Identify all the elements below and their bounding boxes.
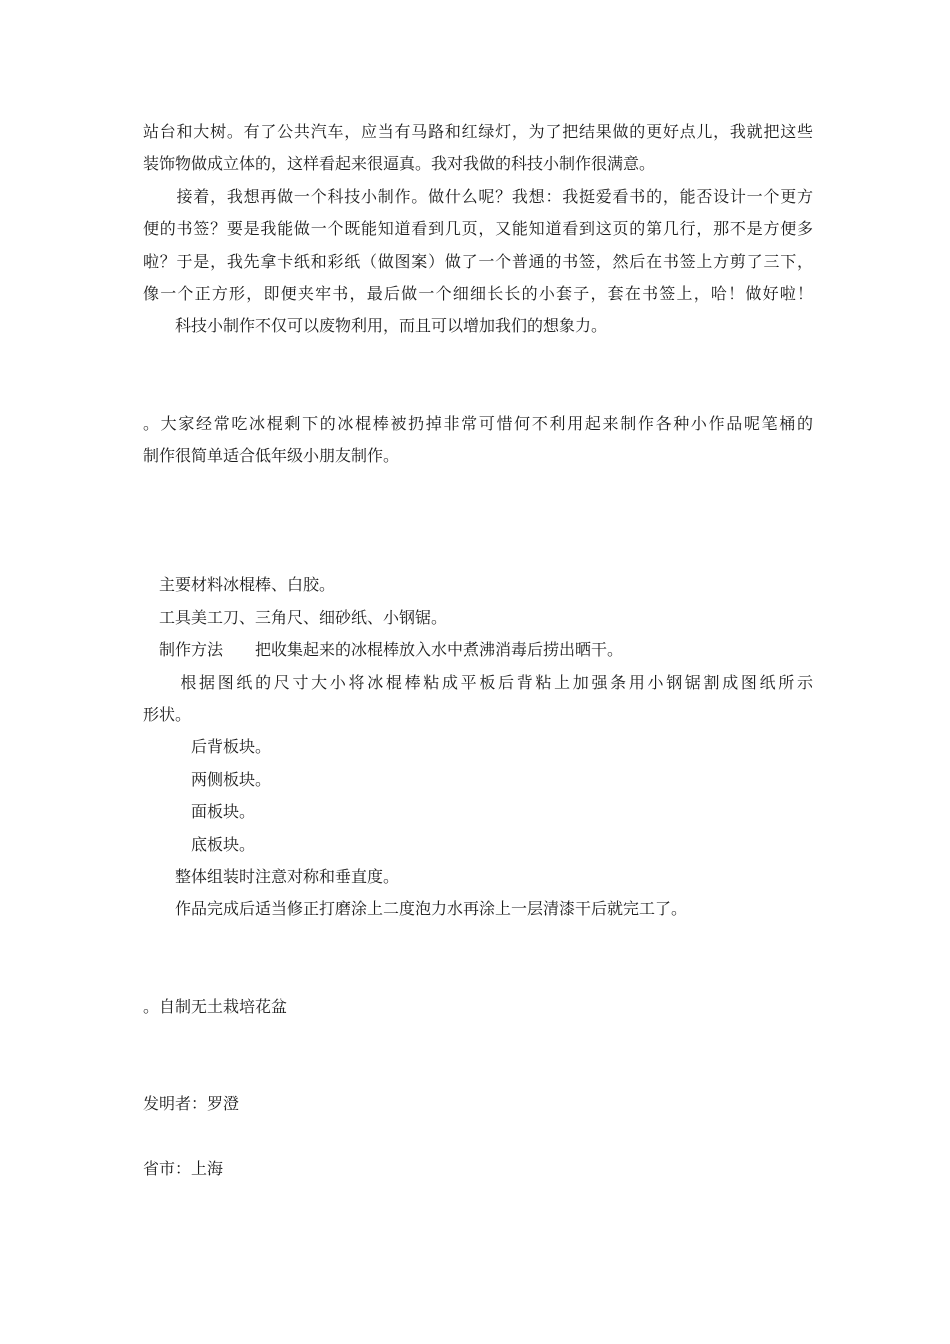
text-line: 工具美工刀、三角尺、细砂纸、小钢锯。 xyxy=(143,607,448,627)
text-line: 根据图纸的尺寸大小将冰棍棒粘成平板后背粘上加强条用小钢锯割成图纸所示 xyxy=(143,672,813,692)
blank-line xyxy=(143,1120,813,1152)
text-line: 站台和大树。有了公共汽车，应当有马路和红绿灯，为了把结果做的更好点儿，我就把这些 xyxy=(143,122,813,141)
blank-line xyxy=(143,343,813,375)
text-line: 主要材料冰棍棒、白胶。 xyxy=(143,575,336,595)
text-line: 接着，我想再做一个科技小制作。做什么呢？我想：我挺爱看书的，能否设计一个更方 xyxy=(143,186,813,206)
text-line: 两侧板块。 xyxy=(143,769,272,789)
text-line: 装饰物做成立体的，这样看起来很逼真。我对我做的科技小制作很满意。 xyxy=(143,154,656,174)
blank-line xyxy=(143,1023,813,1055)
blank-line xyxy=(143,375,813,407)
text-line: 制作很简单适合低年级小朋友制作。 xyxy=(143,445,400,465)
blank-line xyxy=(143,1055,813,1087)
blank-line xyxy=(143,537,813,569)
blank-line xyxy=(143,1185,813,1217)
text-line: 便的书签？要是我能做一个既能知道看到几页，又能知道看到这页的第几行，那不是方便多 xyxy=(143,219,813,239)
text-line: 整体组装时注意对称和垂直度。 xyxy=(143,866,400,886)
text-line: 作品完成后适当修正打磨涂上二度泡力水再涂上一层清漆干后就完工了。 xyxy=(143,899,688,919)
text-line: 。大家经常吃冰棍剩下的冰棍棒被扔掉非常可惜何不利用起来制作各种小作品呢笔桶的 xyxy=(143,413,813,433)
text-line: 后背板块。 xyxy=(143,737,272,757)
text-line: 省市：上海 xyxy=(143,1158,224,1178)
text-line: 。自制无土栽培花盆 xyxy=(143,996,288,1016)
text-line: 制作方法 把收集起来的冰棍棒放入水中煮沸消毒后捞出晒干。 xyxy=(143,640,624,660)
text-line: 啦？于是，我先拿卡纸和彩纸（做图案）做了一个普通的书签，然后在书签上方剪了三下， xyxy=(143,251,813,271)
text-line: 像一个正方形，即便夹牢书，最后做一个细细长长的小套子，套在书签上，哈！做好啦！ xyxy=(143,283,813,303)
blank-line xyxy=(143,472,813,504)
text-line: 底板块。 xyxy=(143,834,256,854)
blank-line xyxy=(143,926,813,958)
text-line: 科技小制作不仅可以废物利用，而且可以增加我们的想象力。 xyxy=(143,316,608,336)
text-line: 面板块。 xyxy=(143,802,256,822)
blank-line xyxy=(143,958,813,990)
document-page xyxy=(143,116,813,1217)
text-line: 形状。 xyxy=(143,705,192,725)
text-line: 发明者：罗澄 xyxy=(143,1093,240,1113)
blank-line xyxy=(143,505,813,537)
